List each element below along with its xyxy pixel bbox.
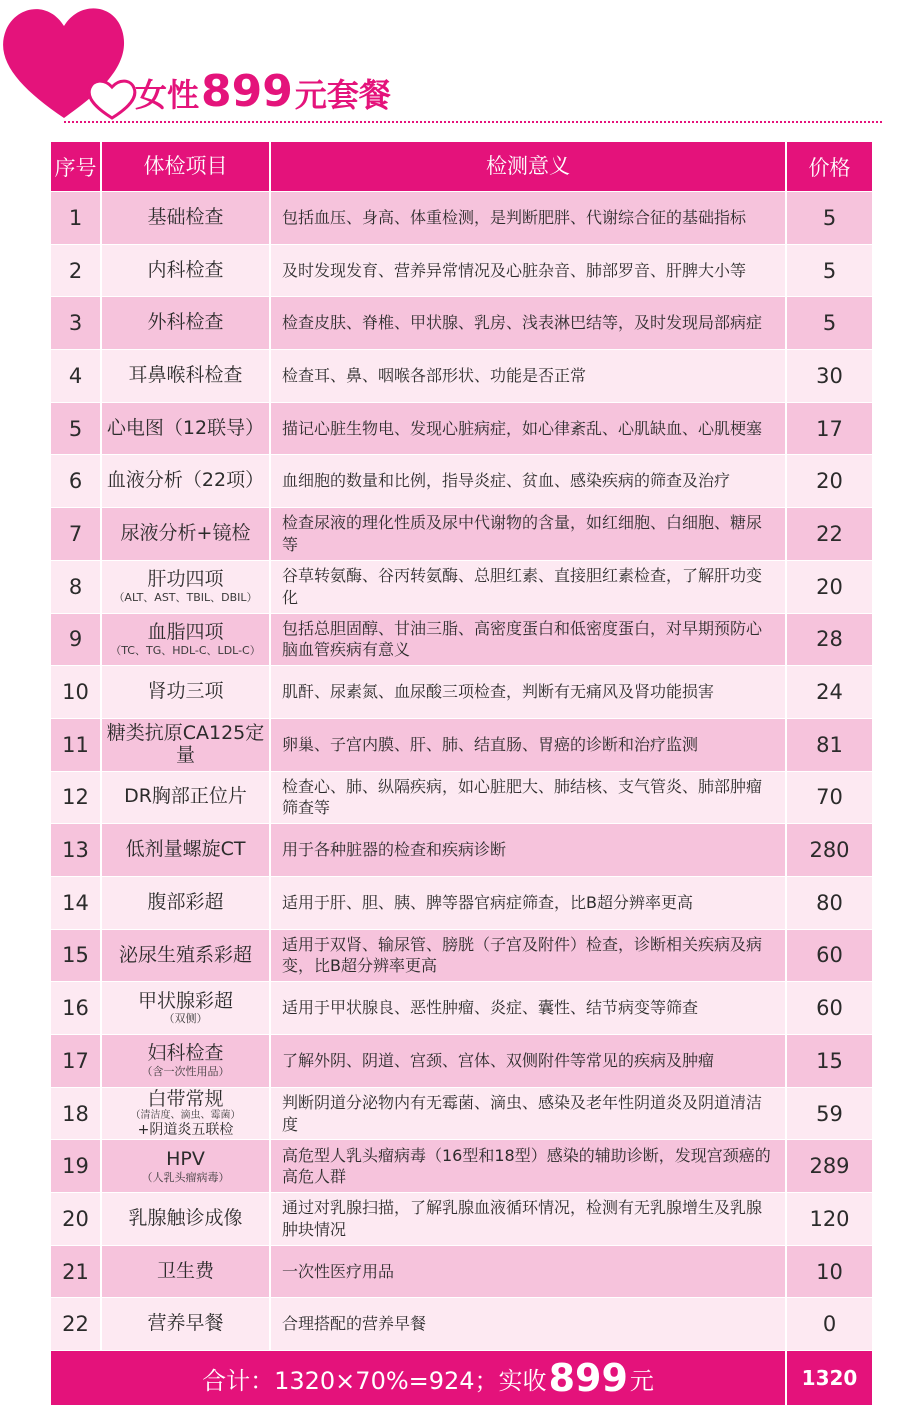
- row-item-name: 妇科检查: [147, 1042, 224, 1065]
- row-price: 60: [787, 930, 872, 983]
- row-number: 2: [51, 245, 102, 298]
- row-item: [102, 1035, 271, 1088]
- table-row: [51, 982, 872, 1035]
- row-price: 0: [787, 1298, 872, 1351]
- row-description: 高危型人乳头瘤病毒（16型和18型）感染的辅助诊断，发现宫颈癌的高危人群: [271, 1140, 787, 1193]
- header-desc: 检测意义: [271, 142, 787, 192]
- row-item-name: 甲状腺彩超: [137, 989, 233, 1012]
- title-prefix: 女性: [135, 76, 200, 114]
- row-number: 18: [51, 1088, 102, 1141]
- row-item-extra: +阴道炎五联检: [137, 1122, 234, 1139]
- row-price: 10: [787, 1246, 872, 1299]
- row-number: 12: [51, 772, 102, 825]
- row-item-name: 肾功三项: [147, 680, 224, 703]
- row-item: [102, 192, 271, 245]
- row-number: 10: [51, 666, 102, 719]
- row-price: 60: [787, 982, 872, 1035]
- row-item-name: 内科检查: [147, 258, 224, 281]
- row-item: [102, 1298, 271, 1351]
- row-item-name: 心电图（12联导）: [106, 416, 265, 439]
- total-amount: 899: [548, 1356, 628, 1401]
- row-price: 80: [787, 877, 872, 930]
- total-summary: [51, 1351, 787, 1405]
- row-description: 检查尿液的理化性质及尿中代谢物的含量，如红细胞、白细胞、糖尿等: [271, 508, 787, 561]
- row-item-name: 乳腺触诊成像: [128, 1206, 243, 1229]
- row-item: [102, 772, 271, 825]
- row-price: 17: [787, 403, 872, 456]
- table-row: [51, 614, 872, 667]
- table-row: [51, 1193, 872, 1246]
- row-price: 289: [787, 1140, 872, 1193]
- row-description: 适用于甲状腺良、恶性肿瘤、炎症、囊性、结节病变等筛查: [271, 982, 787, 1035]
- row-item-note: （双侧）: [163, 1012, 208, 1026]
- title-suffix: 元套餐: [294, 76, 391, 114]
- table-row: [51, 1298, 872, 1351]
- row-number: 6: [51, 455, 102, 508]
- row-number: 7: [51, 508, 102, 561]
- row-description: 包括血压、身高、体重检测，是判断肥胖、代谢综合征的基础指标: [271, 192, 787, 245]
- row-description: 了解外阴、阴道、宫颈、宫体、双侧附件等常见的疾病及肿瘤: [271, 1035, 787, 1088]
- row-price: 20: [787, 455, 872, 508]
- row-item: [102, 930, 271, 983]
- row-price: 20: [787, 561, 872, 614]
- row-description: 谷草转氨酶、谷丙转氨酶、总胆红素、直接胆红素检查，了解肝功变化: [271, 561, 787, 614]
- table-row: [51, 1035, 872, 1088]
- table-row: [51, 297, 872, 350]
- table-row: [51, 1088, 872, 1141]
- header-no: 序号: [51, 142, 102, 192]
- row-item-name: 外科检查: [147, 311, 224, 334]
- row-description: 检查皮肤、脊椎、甲状腺、乳房、浅表淋巴结等，及时发现局部病症: [271, 297, 787, 350]
- table-row: [51, 508, 872, 561]
- row-item: [102, 666, 271, 719]
- row-description: 卵巢、子宫内膜、肝、肺、结直肠、胃癌的诊断和治疗监测: [271, 719, 787, 772]
- row-item: [102, 824, 271, 877]
- row-item-name: 泌尿生殖系彩超: [118, 943, 252, 966]
- row-price: 28: [787, 614, 872, 667]
- row-item: [102, 1140, 271, 1193]
- row-description: 血细胞的数量和比例，指导炎症、贫血、感染疾病的筛查及治疗: [271, 455, 787, 508]
- header-item: 体检项目: [102, 142, 271, 192]
- table-row: [51, 192, 872, 245]
- row-item-name: 血液分析（22项）: [106, 469, 265, 492]
- row-number: 11: [51, 719, 102, 772]
- table-row: [51, 350, 872, 403]
- row-number: 19: [51, 1140, 102, 1193]
- row-item: [102, 614, 271, 667]
- row-item: [102, 455, 271, 508]
- row-item: [102, 350, 271, 403]
- row-item-note: （清洁度、滴虫、霉菌）: [130, 1110, 241, 1122]
- row-price: 70: [787, 772, 872, 825]
- row-item: [102, 1193, 271, 1246]
- hearts-decoration-icon: [0, 0, 140, 125]
- row-description: 及时发现发育、营养异常情况及心脏杂音、肺部罗音、肝脾大小等: [271, 245, 787, 298]
- row-item: [102, 245, 271, 298]
- table-header: [51, 142, 872, 192]
- table-row: [51, 719, 872, 772]
- row-item-name: 基础检查: [147, 205, 224, 228]
- row-description: 合理搭配的营养早餐: [271, 1298, 787, 1351]
- row-item-name: 耳鼻喉科检查: [128, 363, 243, 386]
- row-item-note: （ALT、AST、TBIL、DBIL）: [113, 590, 258, 604]
- row-price: 15: [787, 1035, 872, 1088]
- row-number: 13: [51, 824, 102, 877]
- row-number: 22: [51, 1298, 102, 1351]
- row-number: 4: [51, 350, 102, 403]
- row-number: 17: [51, 1035, 102, 1088]
- row-number: 3: [51, 297, 102, 350]
- row-price: 59: [787, 1088, 872, 1141]
- row-item-note: （TC、TG、HDL-C、LDL-C）: [110, 643, 261, 657]
- row-price: 5: [787, 192, 872, 245]
- row-number: 14: [51, 877, 102, 930]
- row-description: 检查心、肺、纵隔疾病，如心脏肥大、肺结核、支气管炎、肺部肿瘤筛查等: [271, 772, 787, 825]
- table-row: [51, 824, 872, 877]
- row-description: 描记心脏生物电、发现心脏病症，如心律紊乱、心肌缺血、心肌梗塞: [271, 403, 787, 456]
- row-price: 22: [787, 508, 872, 561]
- row-price: 120: [787, 1193, 872, 1246]
- table-body: [51, 192, 872, 1351]
- row-item: [102, 877, 271, 930]
- row-item-name: 卫生费: [156, 1259, 214, 1282]
- row-description: 适用于双肾、输尿管、膀胱（子宫及附件）检查，诊断相关疾病及病变，比B超分辨率更高: [271, 930, 787, 983]
- row-number: 20: [51, 1193, 102, 1246]
- table-row: [51, 877, 872, 930]
- row-description: 用于各种脏器的检查和疾病诊断: [271, 824, 787, 877]
- row-description: 判断阴道分泌物内有无霉菌、滴虫、感染及老年性阴道炎及阴道清洁度: [271, 1088, 787, 1141]
- table-row: [51, 1140, 872, 1193]
- row-item: [102, 1088, 271, 1141]
- row-price: 81: [787, 719, 872, 772]
- page-title: [135, 66, 391, 118]
- table-row: [51, 772, 872, 825]
- header-price: 价格: [787, 142, 872, 192]
- row-item: [102, 297, 271, 350]
- row-item-name: HPV: [166, 1147, 205, 1170]
- table-row: [51, 561, 872, 614]
- row-number: 1: [51, 192, 102, 245]
- row-item-name: 营养早餐: [147, 1312, 224, 1335]
- table-row: [51, 1246, 872, 1299]
- row-item-name: 低剂量螺旋CT: [125, 838, 246, 861]
- row-description: 肌酐、尿素氮、血尿酸三项检查，判断有无痛风及肾功能损害: [271, 666, 787, 719]
- row-item-name: 糖类抗原CA125定量: [106, 721, 265, 766]
- row-price: 24: [787, 666, 872, 719]
- table-row: [51, 403, 872, 456]
- row-price: 30: [787, 350, 872, 403]
- row-price: 5: [787, 297, 872, 350]
- row-number: 15: [51, 930, 102, 983]
- row-item: [102, 719, 271, 772]
- row-item-name: 尿液分析+镜检: [120, 522, 251, 545]
- table-row: [51, 930, 872, 983]
- row-item-name: 腹部彩超: [147, 890, 224, 913]
- table-row: [51, 245, 872, 298]
- row-item-name: 肝功四项: [147, 568, 224, 591]
- row-item-name: DR胸部正位片: [124, 785, 247, 808]
- row-number: 21: [51, 1246, 102, 1299]
- row-item: [102, 508, 271, 561]
- row-item-name: 血脂四项: [147, 620, 224, 643]
- total-price: 1320: [801, 1366, 858, 1391]
- package-table: [51, 142, 872, 1405]
- row-description: 检查耳、鼻、咽喉各部形状、功能是否正常: [271, 350, 787, 403]
- row-item-note: （人乳头瘤病毒）: [141, 1170, 230, 1184]
- table-row: [51, 455, 872, 508]
- row-item: [102, 561, 271, 614]
- row-number: 8: [51, 561, 102, 614]
- row-description: 适用于肝、胆、胰、脾等器官病症筛查，比B超分辨率更高: [271, 877, 787, 930]
- row-item-name: 白带常规: [147, 1087, 224, 1110]
- row-item: [102, 403, 271, 456]
- total-row: [51, 1351, 872, 1405]
- row-number: 16: [51, 982, 102, 1035]
- row-item-note: （含一次性用品）: [141, 1065, 230, 1079]
- row-description: 一次性医疗用品: [271, 1246, 787, 1299]
- total-unit: 元: [629, 1366, 654, 1395]
- row-item: [102, 982, 271, 1035]
- row-price: 5: [787, 245, 872, 298]
- row-description: 通过对乳腺扫描，了解乳腺血液循环情况，检测有无乳腺增生及乳腺肿块情况: [271, 1193, 787, 1246]
- title-number: 899: [201, 66, 293, 117]
- title-divider: [64, 121, 882, 123]
- row-description: 包括总胆固醇、甘油三脂、高密度蛋白和低密度蛋白，对早期预防心脑血管疾病有意义: [271, 614, 787, 667]
- row-price: 280: [787, 824, 872, 877]
- total-prefix: 合计：1320×70%=924；实收: [202, 1366, 547, 1395]
- table-row: [51, 666, 872, 719]
- row-number: 5: [51, 403, 102, 456]
- row-item: [102, 1246, 271, 1299]
- row-number: 9: [51, 614, 102, 667]
